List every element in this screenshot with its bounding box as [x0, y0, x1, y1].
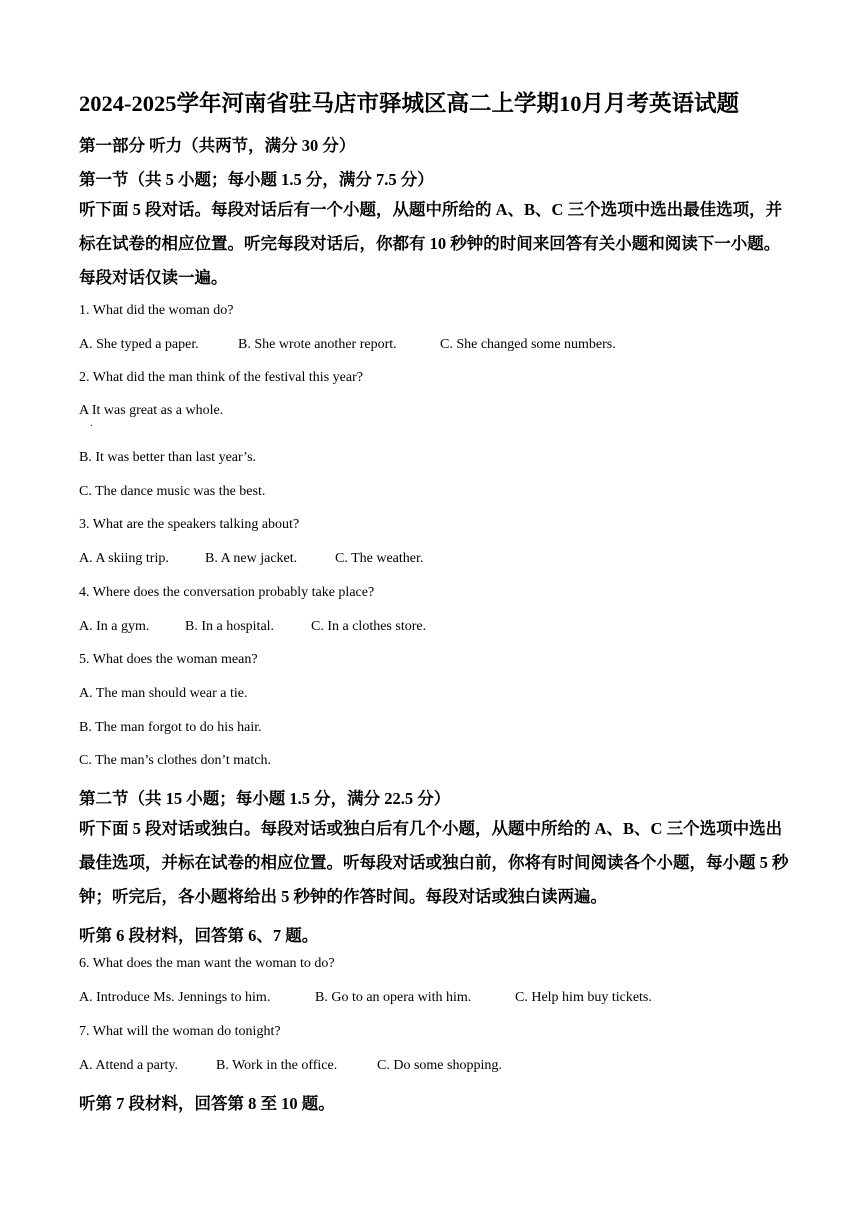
question-2-option-b: B. It was better than last year’s. [79, 450, 257, 465]
question-stem-6: 6. What does the man want the woman to do? [79, 956, 335, 971]
question-stem-7: 7. What will the woman do tonight? [79, 1024, 281, 1039]
question-stem-1: 1. What did the woman do? [79, 303, 234, 318]
question-4-option-a: A. In a gym. [79, 619, 150, 634]
question-2-option-a: A It was great as a whole. [79, 403, 224, 418]
question-1-option-a: A. She typed a paper. [79, 337, 199, 352]
material-heading-6: 听第 6 段材料，回答第 6、7 题。 [79, 926, 319, 945]
question-stem-2: 2. What did the man think of the festival this year? [79, 370, 363, 385]
section-heading-2: 第二节（共 15 小题；每小题 1.5 分，满分 22.5 分） [79, 789, 451, 808]
page-title: 2024-2025学年河南省驻马店市驿城区高二上学期10月月考英语试题 [79, 91, 739, 116]
section-instructions-1: 听下面 5 段对话。每段对话后有一个小题，从题中所给的 A、B、C 三个选项中选出最佳选项，并标在试卷的相应位置。听完每段对话后，你都有 10 秒钟的时间来回答有关小题和阅读下一小题。每段对话仅读一遍。 [79, 200, 783, 287]
question-stem-5: 5. What does the woman mean? [79, 652, 258, 667]
section-instructions-2: 听下面 5 段对话或独白。每段对话或独白后有几个小题，从题中所给的 A、B、C 三个选项中选出最佳选项，并标在试卷的相应位置。听每段对话或独白前，你将有时间阅读各个小题，每小题 5 秒钟；听完后，各小题将给出 5 秒钟的作答时间。每段对话或独白读两遍。 [79, 819, 789, 906]
question-5-option-a: A. The man should wear a tie. [79, 686, 248, 701]
material-heading-7: 听第 7 段材料，回答第 8 至 10 题。 [79, 1094, 335, 1113]
part-heading: 第一部分 听力（共两节，满分 30 分） [79, 136, 356, 155]
question-2-option-c: C. The dance music was the best. [79, 484, 266, 499]
question-7-option-b: B. Work in the office. [216, 1058, 338, 1073]
question-5-option-b: B. The man forgot to do his hair. [79, 720, 262, 735]
question-stem-3: 3. What are the speakers talking about? [79, 517, 300, 532]
question-1-option-b: B. She wrote another report. [238, 337, 397, 352]
question-7-option-c: C. Do some shopping. [377, 1058, 502, 1073]
section-heading-1: 第一节（共 5 小题；每小题 1.5 分，满分 7.5 分） [79, 170, 434, 189]
question-4-option-b: B. In a hospital. [185, 619, 275, 634]
question-6-option-b: B. Go to an opera with him. [315, 990, 472, 1005]
question-4-option-c: C. In a clothes store. [311, 619, 427, 634]
question-7-option-a: A. Attend a party. [79, 1058, 179, 1073]
stray-mark: . [90, 418, 93, 429]
question-1-option-c: C. She changed some numbers. [440, 337, 616, 352]
question-3-option-c: C. The weather. [335, 551, 424, 566]
question-5-option-c: C. The man’s clothes don’t match. [79, 753, 271, 768]
question-3-option-b: B. A new jacket. [205, 551, 298, 566]
question-3-option-a: A. A skiing trip. [79, 551, 169, 566]
question-6-option-a: A. Introduce Ms. Jennings to him. [79, 990, 271, 1005]
question-stem-4: 4. Where does the conversation probably take place? [79, 585, 375, 600]
question-6-option-c: C. Help him buy tickets. [515, 990, 652, 1005]
